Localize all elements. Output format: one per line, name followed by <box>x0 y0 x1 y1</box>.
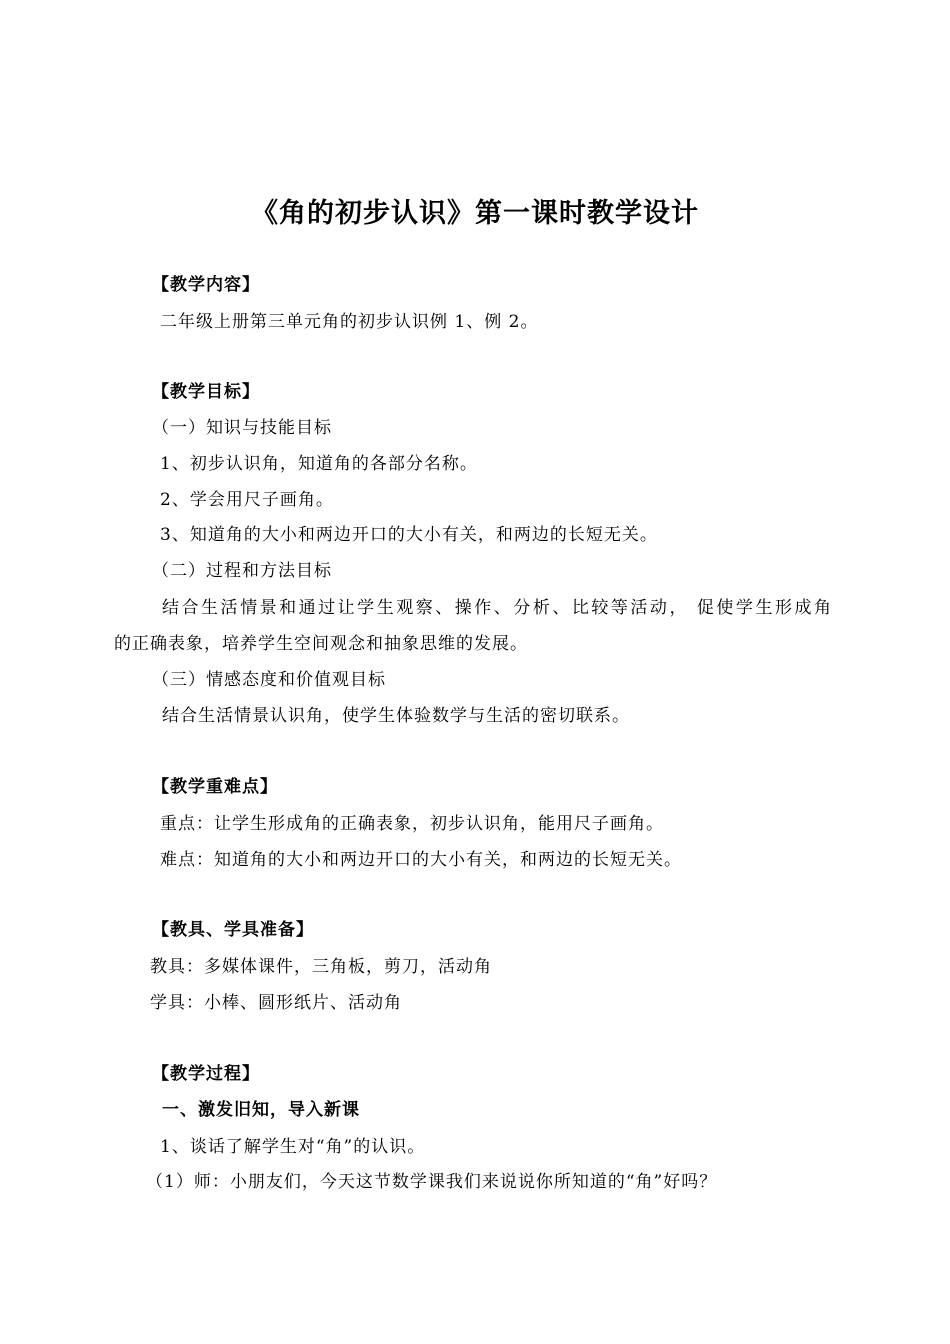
goals-process-line-2: 的正确表象，培养学生空间观念和抽象思维的发展。 <box>114 634 528 654</box>
goals-item-1: 1、初步认识角，知道角的各部分名称。 <box>160 454 478 474</box>
section-heading-content: 【教学内容】 <box>152 275 260 295</box>
process-step-1-item-1-sub-1: （1）师：小朋友们，今天这节数学课我们来说说你所知道的“角”好吗？ <box>146 1172 718 1192</box>
goals-emotion-text: 结合生活情景认识角，使学生体验数学与生活的密切联系。 <box>162 706 630 726</box>
section-heading-process: 【教学过程】 <box>152 1064 260 1084</box>
goals-process-line-1: 结合生活情景和通过让学生观察、操作、分析、比较等活动， 促使学生形成角 <box>162 598 832 618</box>
document-title: 《角的初步认识》第一课时教学设计 <box>251 198 699 229</box>
goals-subheading-knowledge: （一）知识与技能目标 <box>152 418 332 438</box>
content-text: 二年级上册第三单元角的初步认识例 1、例 2。 <box>160 312 539 332</box>
section-heading-goals: 【教学目标】 <box>152 382 260 402</box>
key-points-difficulty: 难点：知道角的大小和两边开口的大小有关，和两边的长短无关。 <box>160 850 682 870</box>
tools-student: 学具：小棒、圆形纸片、活动角 <box>150 993 402 1013</box>
key-points-focus: 重点：让学生形成角的正确表象，初步认识角，能用尺子画角。 <box>160 814 664 834</box>
process-step-1: 一、激发旧知，导入新课 <box>162 1100 360 1120</box>
tools-teacher: 教具：多媒体课件，三角板，剪刀，活动角 <box>150 957 492 977</box>
goals-subheading-emotion: （三）情感态度和价值观目标 <box>152 670 386 690</box>
goals-subheading-process: （二）过程和方法目标 <box>152 561 332 581</box>
process-step-1-item-1: 1、谈话了解学生对“角”的认识。 <box>160 1137 426 1157</box>
section-heading-tools: 【教具、学具准备】 <box>152 920 314 940</box>
goals-item-2: 2、学会用尺子画角。 <box>160 490 334 510</box>
goals-item-3: 3、知道角的大小和两边开口的大小有关，和两边的长短无关。 <box>160 525 658 545</box>
section-heading-key-points: 【教学重难点】 <box>152 777 278 797</box>
